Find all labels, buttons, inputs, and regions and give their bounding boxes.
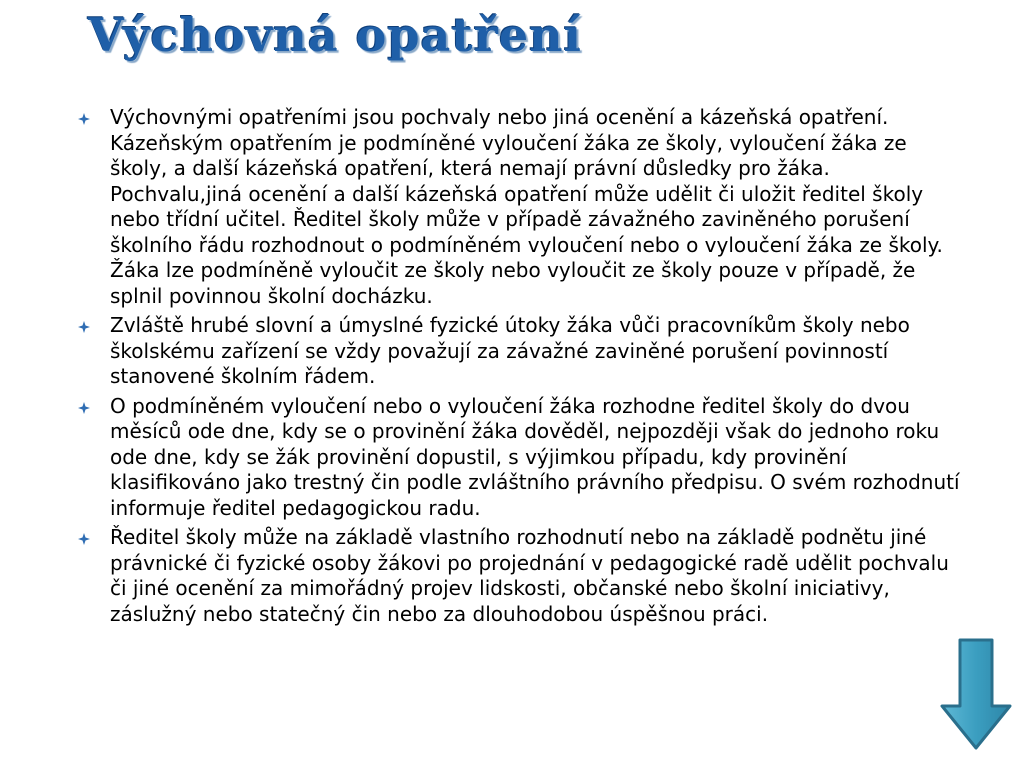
list-item (76, 313, 966, 390)
diamond-bullet-icon (78, 402, 90, 414)
bullet-text: O podmíněném vyloučení nebo o vyloučení žáka rozhodne ředitel školy do dvou měsíců ode dne, kdy se o provinění žáka dověděl, nejpozději však do jednoho roku ode dne, kdy se žák provinění dopustil, s výjimkou případu, kdy provinění klasifikováno jako trestný čin podle zvláštního právního předpisu. O svém rozhodnutí informuje ředitel pedagogickou radu. (110, 393, 960, 520)
bullet-list (76, 105, 966, 631)
list-item (76, 525, 966, 627)
slide-title: Výchovná opatření (88, 8, 583, 62)
diamond-bullet-icon (78, 533, 90, 545)
bullet-text: Ředitel školy může na základě vlastního rozhodnutí nebo na základě podnětu jiné právnické či fyzické osoby žákovi po projednání v pedagogické radě udělit pochvalu či jiné ocenění za mimořádný projev lidskosti, občanské nebo školní iniciativy, záslužný nebo statečný čin nebo za dlouhodobou úspěšnou práci. (110, 525, 949, 626)
list-item (76, 105, 966, 309)
bullet-text: Výchovnými opatřeními jsou pochvaly nebo jiná ocenění a kázeňská opatření. Kázeňským opatřením je podmíněné vyloučení žáka ze školy, vyloučení žáka ze školy, a další kázeňská opatření, která nemají právní důsledky pro žáka. Pochvalu,jiná ocenění a další kázeňská opatření může udělit či uložit ředitel školy nebo třídní učitel. Ředitel školy může v případě závažného zaviněného porušení školního řádu rozhodnout o podmíněném vyloučení nebo o vyloučení žáka ze školy. Žáka lze podmíněně vyloučit ze školy nebo vyloučit ze školy pouze v případě, že splnil povinnou školní docházku. (110, 105, 943, 308)
bullet-text: Zvláště hrubé slovní a úmyslné fyzické útoky žáka vůči pracovníkům školy nebo školskému zařízení se vždy považují za závažné zaviněné porušení povinností stanovené školním řádem. (110, 313, 910, 388)
down-arrow-icon[interactable] (940, 638, 1012, 750)
diamond-bullet-icon (78, 321, 90, 333)
diamond-bullet-icon (78, 113, 90, 125)
list-item (76, 394, 966, 522)
